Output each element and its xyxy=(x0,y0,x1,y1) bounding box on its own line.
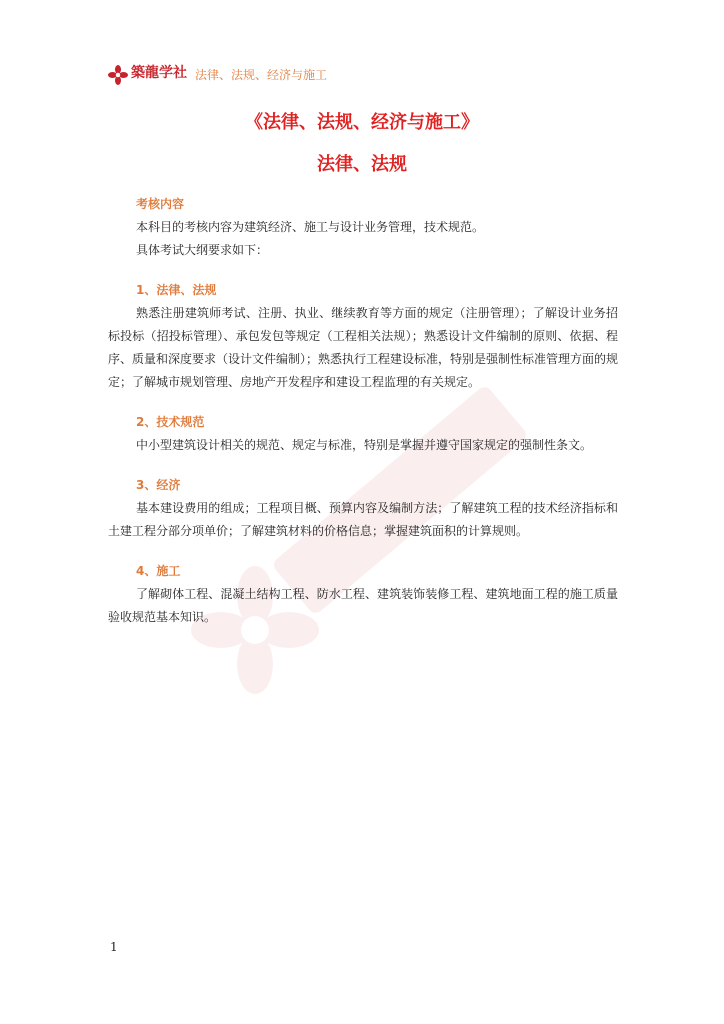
document-subtitle: 法律、法规 xyxy=(317,154,407,175)
section-technical-standards xyxy=(108,414,618,457)
paragraph: 熟悉注册建筑师考试、注册、执业、继续教育等方面的规定（注册管理）；了解设计业务招标投标（招投标管理）、承包发包等规定（工程相关法规）；熟悉设计文件编制的原则、依据、程序、质量和深度要求（设计文件编制）；熟悉执行工程建设标准，特别是强制性标准管理方面的规定；了解城市规划管理、房地产开发程序和建设工程监理的有关规定。 xyxy=(108,306,619,389)
section-heading: 考核内容 xyxy=(136,197,185,211)
brand-name: 築龍学社 xyxy=(131,65,187,81)
section-heading: 1、法律、法规 xyxy=(136,283,217,297)
paragraph: 具体考试大纲要求如下： xyxy=(136,243,269,257)
section-construction xyxy=(108,563,618,629)
brand-logo-icon xyxy=(108,65,128,85)
paragraph: 中小型建筑设计相关的规范、规定与标准，特别是掌握并遵守国家规定的强制性条文。 xyxy=(136,438,593,452)
paragraph: 基本建设费用的组成；工程项目概、预算内容及编制方法；了解建筑工程的技术经济指标和土建工程分部分项单价；了解建筑材料的价格信息；掌握建筑面积的计算规则。 xyxy=(108,501,618,538)
document-body xyxy=(108,196,618,629)
section-heading: 2、技术规范 xyxy=(136,415,205,429)
page-number: 1 xyxy=(110,940,118,954)
page-header xyxy=(108,64,327,86)
section-economics xyxy=(108,477,618,543)
paragraph: 了解砌体工程、混凝土结构工程、防水工程、建筑装饰装修工程、建筑地面工程的施工质量验收规范基本知识。 xyxy=(108,587,618,624)
section-laws-regulations xyxy=(108,282,618,394)
document-title: 《法律、法规、经济与施工》 xyxy=(245,112,479,133)
section-exam-content xyxy=(108,196,618,262)
section-heading: 4、施工 xyxy=(136,564,181,578)
header-subtitle: 法律、法规、经济与施工 xyxy=(195,68,328,82)
section-heading: 3、经济 xyxy=(136,478,181,492)
paragraph: 本科目的考核内容为建筑经济、施工与设计业务管理，技术规范。 xyxy=(136,220,485,234)
